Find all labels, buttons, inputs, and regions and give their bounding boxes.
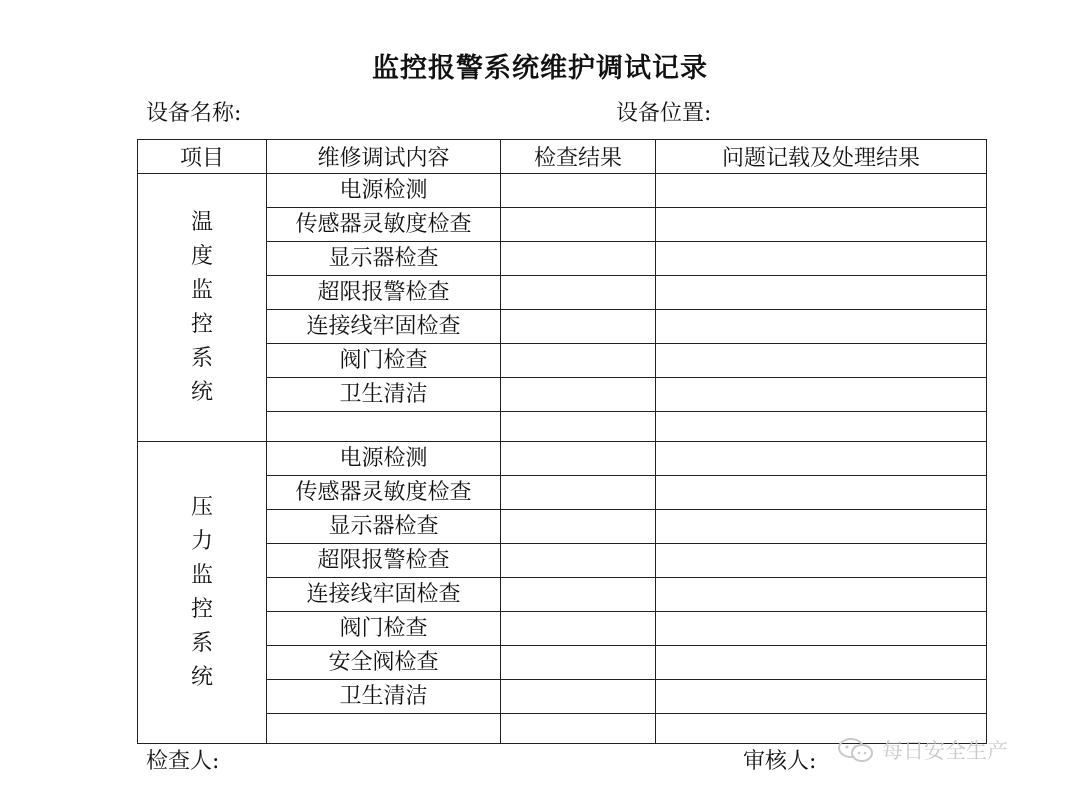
notes-cell[interactable] xyxy=(656,646,987,680)
device-location-label: 设备位置: xyxy=(616,101,712,126)
result-cell[interactable] xyxy=(501,510,656,544)
notes-cell[interactable] xyxy=(656,412,987,442)
result-cell[interactable] xyxy=(501,476,656,510)
wechat-icon xyxy=(836,736,876,764)
notes-cell[interactable] xyxy=(656,276,987,310)
watermark xyxy=(836,730,1056,770)
item-content: 连接线牢固检查 xyxy=(267,578,501,612)
notes-cell[interactable] xyxy=(656,310,987,344)
group-label xyxy=(138,174,267,442)
header-result: 检查结果 xyxy=(501,140,656,174)
notes-cell[interactable] xyxy=(656,208,987,242)
result-cell[interactable] xyxy=(501,680,656,714)
item-content: 安全阀检查 xyxy=(267,646,501,680)
item-content: 卫生清洁 xyxy=(267,378,501,412)
result-cell[interactable] xyxy=(501,544,656,578)
notes-cell[interactable] xyxy=(656,442,987,476)
result-cell[interactable] xyxy=(501,378,656,412)
notes-cell[interactable] xyxy=(656,544,987,578)
item-content: 电源检测 xyxy=(267,174,501,208)
result-cell[interactable] xyxy=(501,276,656,310)
result-cell[interactable] xyxy=(501,412,656,442)
notes-cell[interactable] xyxy=(656,174,987,208)
item-content xyxy=(267,412,501,442)
notes-cell[interactable] xyxy=(656,510,987,544)
table-row xyxy=(138,174,987,208)
item-content: 传感器灵敏度检查 xyxy=(267,208,501,242)
result-cell[interactable] xyxy=(501,578,656,612)
item-content: 电源检测 xyxy=(267,442,501,476)
notes-cell[interactable] xyxy=(656,344,987,378)
item-content: 阀门检查 xyxy=(267,612,501,646)
group-name: 温 度 监 控 系 统 xyxy=(190,209,213,405)
item-content: 显示器检查 xyxy=(267,510,501,544)
notes-cell[interactable] xyxy=(656,680,987,714)
item-content: 传感器灵敏度检查 xyxy=(267,476,501,510)
result-cell[interactable] xyxy=(501,344,656,378)
result-cell[interactable] xyxy=(501,242,656,276)
reviewer-label: 审核人: xyxy=(743,749,817,774)
watermark-text: 每日安全生产 xyxy=(882,739,1008,763)
result-cell[interactable] xyxy=(501,442,656,476)
item-content: 卫生清洁 xyxy=(267,680,501,714)
maintenance-record-table xyxy=(137,139,987,744)
item-content: 连接线牢固检查 xyxy=(267,310,501,344)
result-cell[interactable] xyxy=(501,310,656,344)
result-cell[interactable] xyxy=(501,646,656,680)
group-name: 压 力 监 控 系 统 xyxy=(190,494,213,690)
item-content: 超限报警检查 xyxy=(267,544,501,578)
notes-cell[interactable] xyxy=(656,612,987,646)
group-label xyxy=(138,442,267,744)
notes-cell[interactable] xyxy=(656,578,987,612)
table-row xyxy=(138,442,987,476)
header-project: 项目 xyxy=(138,140,267,174)
device-name-label: 设备名称: xyxy=(146,101,242,126)
checker-label: 检查人: xyxy=(146,749,220,774)
item-content xyxy=(267,714,501,744)
header-content: 维修调试内容 xyxy=(267,140,501,174)
item-content: 显示器检查 xyxy=(267,242,501,276)
result-cell[interactable] xyxy=(501,208,656,242)
notes-cell[interactable] xyxy=(656,242,987,276)
notes-cell[interactable] xyxy=(656,476,987,510)
result-cell[interactable] xyxy=(501,612,656,646)
notes-cell[interactable] xyxy=(656,378,987,412)
document-title: 监控报警系统维护调试记录 xyxy=(372,53,708,84)
result-cell[interactable] xyxy=(501,174,656,208)
item-content: 阀门检查 xyxy=(267,344,501,378)
result-cell[interactable] xyxy=(501,714,656,744)
table-header-row xyxy=(138,140,987,174)
item-content: 超限报警检查 xyxy=(267,276,501,310)
header-notes: 问题记载及处理结果 xyxy=(656,140,987,174)
